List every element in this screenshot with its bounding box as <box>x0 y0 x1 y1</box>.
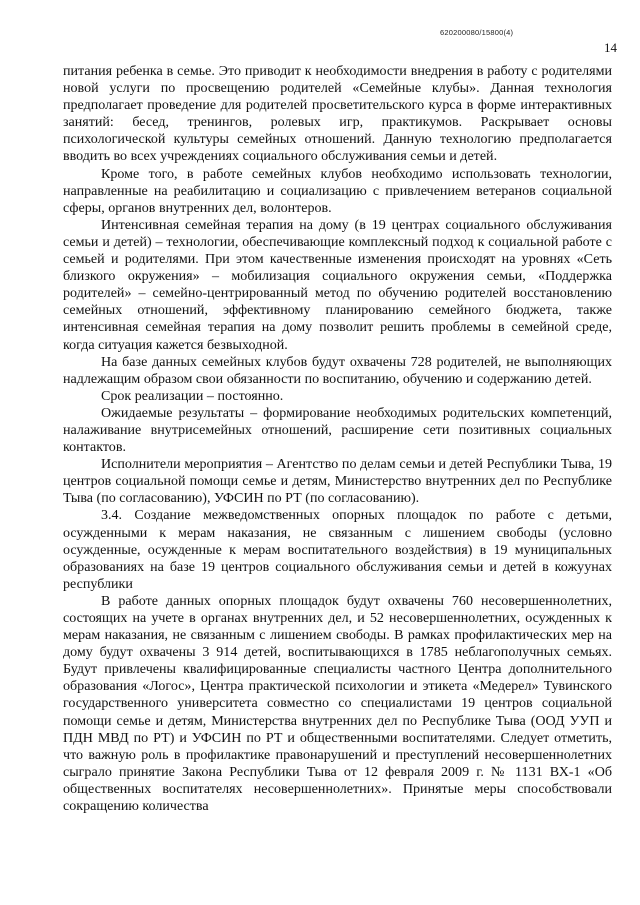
paragraph: На базе данных семейных клубов будут охвачены 728 родителей, не выполняющих надлежащим образом свои обязанности по воспитанию, обучению и содержанию детей. <box>63 353 612 387</box>
page-number: 14 <box>604 40 617 55</box>
paragraph: питания ребенка в семье. Это приводит к необходимости внедрения в работу с родителями новой услуги по просвещению родителей «Семейные клубы». Данная технология предполагает проведение для родителей просветительского курса в форме интерактивных занятий: бесед, тренингов, ролевых игр, практикумов. Раскрывает основы психологической культуры семейных отношений. Данную технологию предполагается вводить во всех учреждениях социального обслуживания семьи и детей. <box>63 63 612 165</box>
section-heading-paragraph: 3.4. Создание межведомственных опорных площадок по работе с детьми, осужденными к мерам наказания, не связанным с лишением свободы (условно осужденные, осужденные к мерам воспитательного воздействия) в 19 муниципальных образованиях на базе 19 центров социального обслуживания семьи и детей в кожуунах республики <box>63 507 612 592</box>
body-text <box>63 63 612 815</box>
paragraph: Срок реализации – постоянно. <box>101 387 284 404</box>
document-code: 620200080/15800(4) <box>440 28 514 37</box>
paragraph: Ожидаемые результаты – формирование необходимых родительских компетенций, налаживание внутрисемейных отношений, расширение сети позитивных социальных контактов. <box>63 404 612 456</box>
paragraph: Кроме того, в работе семейных клубов необходимо использовать технологии, направленные на реабилитацию и социализацию с привлечением ветеранов социальной сферы, органов внутренних дел, волонтеров. <box>63 165 612 216</box>
paragraph: В работе данных опорных площадок будут охвачены 760 несовершеннолетних, состоящих на учете в органах внутренних дел, и 52 несовершеннолетних, осужденных к мерам наказания, не связанным с лишением свободы. В рамках профилактических мер на дому будут охвачены 3 914 детей, воспитывающихся в 1785 неблагополучных семьях. Будут привлечены квалифицированные специалисты частного Центра дополнительного образования «Логос», Центра практической психологии и этикета «Медерел» Тувинского государственного университета совместно со специалистами 19 центров социальной помощи семье и детям, Министерства внутренних дел по Республике Тыва (ООД УУП и ПДН МВД по РТ) и УФСИН по РТ и общественными воспитателями. Следует отметить, что важную роль в профилактике правонарушений и преступлений несовершеннолетних сыграло принятие Закона Республики Тыва от 12 февраля 2009 г. № 1131 ВХ-1 «Об общественных воспитателях несовершеннолетних». Принятые меры способствовали сокращению количества <box>63 592 612 815</box>
paragraph: Исполнители мероприятия – Агентство по делам семьи и детей Республики Тыва, 19 центров социальной помощи семье и детям, Министерство внутренних дел по Республике Тыва (по согласованию), УФСИН по РТ (по согласованию). <box>63 456 612 507</box>
paragraph: Интенсивная семейная терапия на дому (в 19 центрах социального обслуживания семьи и детей) – технологии, обеспечивающие комплексный подход к социальной работе с семьей и родителями. При этом качественные изменения происходят на уровнях «Сеть близкого окружения» – мобилизация социального окружения семьи, «Поддержка родителей» – семейно-центрированный метод по обучению родителей восстановлению семейных отношений, эффективному планированию семейного бюджета, также интенсивная семейная терапия на дому позволит решить проблемы в семейной среде, когда ситуация кажется безвыходной. <box>63 216 612 353</box>
